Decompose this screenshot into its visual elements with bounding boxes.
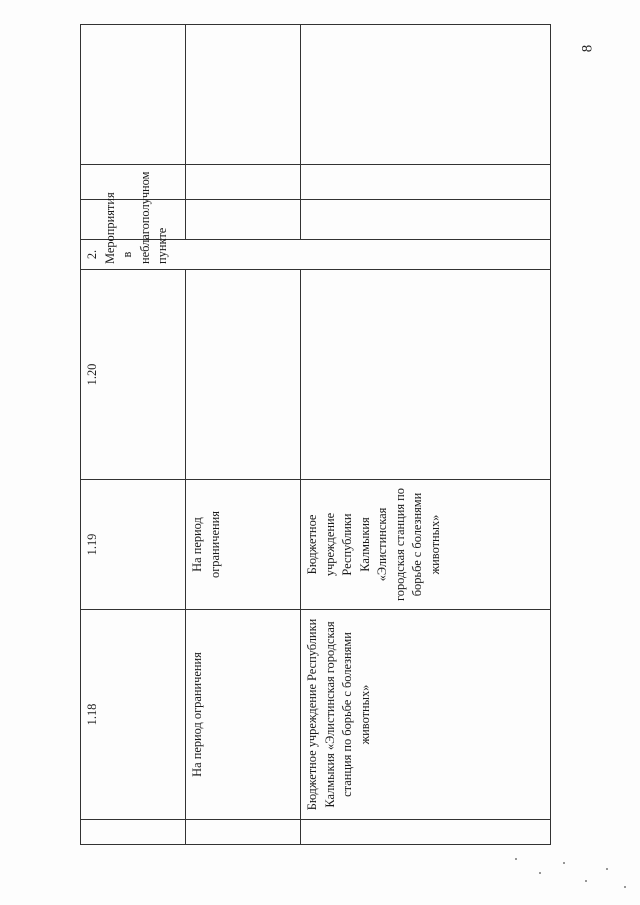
period-cell: На период ограничения: [186, 480, 301, 610]
empty-cell: [81, 25, 186, 165]
empty-cell: [186, 200, 301, 240]
row-number: 1.18: [81, 610, 186, 820]
responsible-cell: Бюджетное учреждение Республики Калмыкия «Элистинская городская станция по борьбе с болезнями животных»: [301, 480, 551, 610]
empty-cell: [81, 165, 186, 200]
row-number: 1.20: [81, 270, 186, 480]
empty-cell: [301, 270, 551, 480]
left-margin-cell: [186, 820, 301, 845]
measures-table: [80, 24, 551, 845]
empty-cell: [186, 165, 301, 200]
period-cell: На период ограничения: [186, 610, 301, 820]
table-row: [186, 25, 301, 845]
empty-cell: [301, 200, 551, 240]
rotated-table-area: [80, 25, 550, 845]
responsible-cell: Бюджетное учреждение Республики Калмыкия «Элистинская городская станция по борьбе с болезнями животных»: [301, 610, 551, 820]
table-row: [81, 25, 186, 845]
empty-cell: [186, 25, 301, 165]
page-number: 8: [579, 44, 596, 53]
scan-noise: [505, 850, 635, 900]
table-row: [301, 25, 551, 845]
empty-cell: [301, 165, 551, 200]
left-margin-cell: [81, 820, 186, 845]
section-title: 2. Мероприятия в неблагополучном пункте: [81, 240, 551, 270]
empty-cell: [186, 270, 301, 480]
row-number: 1.19: [81, 480, 186, 610]
left-margin-cell: [301, 820, 551, 845]
empty-cell: [301, 25, 551, 165]
